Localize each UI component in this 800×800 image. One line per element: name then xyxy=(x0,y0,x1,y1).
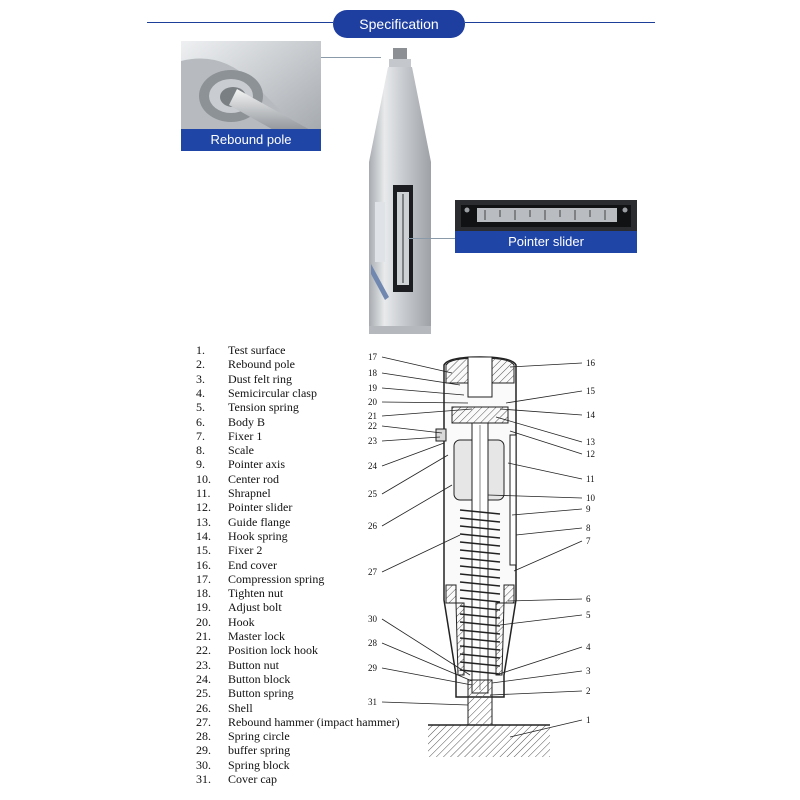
part-number: 9. xyxy=(196,457,205,472)
rebound-pole-caption: Rebound pole xyxy=(181,129,321,151)
callout-number: 18 xyxy=(368,368,377,378)
callout-number: 31 xyxy=(368,697,377,707)
callout-leader xyxy=(382,485,452,526)
callout-leader xyxy=(506,391,582,403)
part-label: Shell xyxy=(228,700,253,715)
callout-number: 1 xyxy=(586,715,591,725)
part-number: 16. xyxy=(196,557,211,572)
part-label: Master lock xyxy=(228,629,285,643)
part-number: 18. xyxy=(196,586,211,601)
callout-leader xyxy=(514,541,582,571)
callout-leader xyxy=(508,599,582,601)
callout-number: 19 xyxy=(368,383,377,393)
callout-number: 11 xyxy=(586,474,595,484)
callout-number: 21 xyxy=(368,411,377,421)
callout-leader xyxy=(382,437,440,441)
callout-number: 20 xyxy=(368,397,377,407)
part-number: 14. xyxy=(196,528,211,543)
cross-section-diagram xyxy=(360,345,610,775)
callout-number: 17 xyxy=(368,352,377,362)
part-number: 23. xyxy=(196,657,211,672)
part-label: Rebound hammer (impact hammer) xyxy=(228,714,400,729)
part-label: Pointer slider xyxy=(228,500,293,515)
part-label: Guide flange xyxy=(228,514,291,529)
callout-leader xyxy=(492,671,582,683)
callout-leader xyxy=(512,509,582,515)
part-number: 5. xyxy=(196,400,205,415)
part-number: 24. xyxy=(196,671,211,686)
callout-number: 28 xyxy=(368,638,377,648)
callout-leader xyxy=(508,463,582,479)
part-label: Test surface xyxy=(228,343,286,357)
callout-number: 3 xyxy=(586,666,591,676)
part-number: 20. xyxy=(196,614,211,629)
callout-leader xyxy=(510,363,582,367)
callout-leader xyxy=(510,431,582,454)
part-number: 2. xyxy=(196,357,205,372)
part-label: Tension spring xyxy=(228,400,299,415)
pointer-slider-photo xyxy=(455,200,637,253)
callout-number: 8 xyxy=(586,523,591,533)
part-number: 11. xyxy=(196,486,211,500)
callout-number: 12 xyxy=(586,449,595,459)
part-number: 22. xyxy=(196,643,211,658)
callout-number: 27 xyxy=(368,567,377,577)
callout-number: 30 xyxy=(368,614,377,624)
part-number: 1. xyxy=(196,343,205,357)
part-number: 19. xyxy=(196,600,211,615)
part-label: Hook spring xyxy=(228,528,288,543)
part-label: Shrapnel xyxy=(228,486,271,500)
callout-leader xyxy=(382,426,442,433)
part-label: Cover cap xyxy=(228,772,277,786)
part-number: 26. xyxy=(196,700,211,715)
part-number: 3. xyxy=(196,371,205,386)
part-label: Body B xyxy=(228,414,266,429)
part-number: 17. xyxy=(196,571,211,586)
callout-number: 22 xyxy=(368,421,377,431)
part-label: Dust felt ring xyxy=(228,371,292,386)
part-number: 21. xyxy=(196,629,211,643)
part-label: Position lock hook xyxy=(228,643,319,658)
callout-number: 14 xyxy=(586,410,595,420)
callout-number: 6 xyxy=(586,594,591,604)
callout-leader xyxy=(496,647,582,675)
part-number: 28. xyxy=(196,729,211,744)
rebound-hammer-photo-icon xyxy=(355,42,445,337)
part-number: 10. xyxy=(196,471,211,486)
callout-number: 15 xyxy=(586,386,595,396)
callout-number: 7 xyxy=(586,536,591,546)
part-number: 4. xyxy=(196,385,205,400)
part-label: Fixer 2 xyxy=(228,543,263,558)
part-number: 12. xyxy=(196,500,211,515)
callout-number: 9 xyxy=(586,504,591,514)
callout-leader xyxy=(382,455,448,494)
part-number: 30. xyxy=(196,757,211,772)
callout-number: 2 xyxy=(586,686,591,696)
callout-number: 25 xyxy=(368,489,377,499)
part-number: 31. xyxy=(196,772,211,786)
part-label: Spring block xyxy=(228,757,290,772)
part-number: 25. xyxy=(196,686,211,701)
callout-number: 10 xyxy=(586,493,595,503)
part-label: Rebound pole xyxy=(228,357,295,372)
part-label: Pointer axis xyxy=(228,457,285,472)
product-photo xyxy=(355,42,445,337)
part-number: 27. xyxy=(196,714,211,729)
part-number: 15. xyxy=(196,543,211,558)
callout-number: 23 xyxy=(368,436,377,446)
part-number: 6. xyxy=(196,414,205,429)
header-rule-right xyxy=(465,22,655,23)
callout-number: 26 xyxy=(368,521,377,531)
part-number: 29. xyxy=(196,743,211,758)
rebound-pole-photo xyxy=(181,41,321,151)
part-label: Compression spring xyxy=(228,571,325,586)
part-label: Spring circle xyxy=(228,729,290,744)
callout-leader xyxy=(516,528,582,535)
callout-leader xyxy=(382,357,452,373)
callout-number: 5 xyxy=(586,610,591,620)
specification-heading: Specification xyxy=(333,10,465,38)
callout-number: 16 xyxy=(586,358,595,368)
part-label: Fixer 1 xyxy=(228,428,263,443)
callout-number: 13 xyxy=(586,437,595,447)
part-label: Semicircular clasp xyxy=(228,385,317,400)
part-label: buffer spring xyxy=(228,743,291,758)
part-label: Center rod xyxy=(228,471,279,486)
callout-number: 29 xyxy=(368,663,377,673)
part-label: Tighten nut xyxy=(228,586,284,601)
pointer-slider-caption: Pointer slider xyxy=(455,231,637,253)
part-label: Adjust bolt xyxy=(228,600,282,615)
part-label: Button nut xyxy=(228,657,280,672)
pointer-slider-leader xyxy=(408,238,456,239)
part-label: Button spring xyxy=(228,686,294,701)
callout-number: 4 xyxy=(586,642,591,652)
part-label: Hook xyxy=(228,614,255,629)
callout-number: 24 xyxy=(368,461,377,471)
part-label: End cover xyxy=(228,557,277,572)
part-label: Scale xyxy=(228,443,254,458)
callout-leader xyxy=(382,702,468,705)
part-number: 8. xyxy=(196,443,205,458)
part-number: 13. xyxy=(196,514,211,529)
header-rule-left xyxy=(147,22,333,23)
part-label: Button block xyxy=(228,671,291,686)
part-number: 7. xyxy=(196,428,205,443)
